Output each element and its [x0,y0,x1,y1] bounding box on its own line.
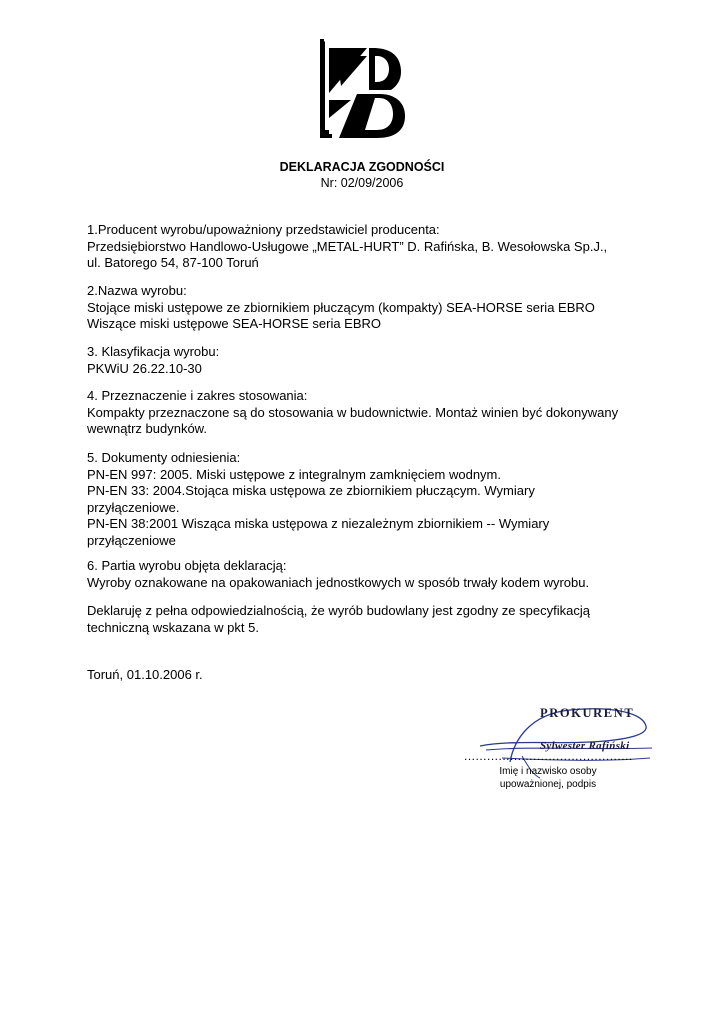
section-heading: 2.Nazwa wyrobu: [87,283,187,298]
section-line: PKWiU 26.22.10-30 [87,360,202,376]
caption-line: Imię i nazwisko osoby [499,766,597,777]
stamp-title: PROKURENT [540,706,635,720]
section-heading: 6. Partia wyrobu objęta deklaracją: [87,558,287,573]
section-declaration [87,603,647,636]
section-line: Stojące miski ustępowe ze zbiornikiem płuczącym (kompakty) SEA-HORSE seria EBRO [87,299,595,315]
signature-caption [468,765,628,791]
section-heading: 3. Klasyfikacja wyrobu: [87,344,220,359]
section-heading: 4. Przeznaczenie i zakres stosowania: [87,388,308,403]
stamp-name: Sylwester Rafiński [540,740,630,752]
document-title: DEKLARACJA ZGODNOŚCI [279,160,445,174]
section-product [87,283,647,333]
section-purpose [87,388,647,438]
document-number: Nr: 02/09/2006 [320,176,404,190]
logo-mark-icon [317,38,409,141]
section-line: PN-EN 38:2001 Wisząca miska ustępowa z niezależnym zbiornikiem -- Wymiary przyłączeniowe [87,516,550,548]
section-references [87,450,647,550]
place-and-date: Toruń, 01.10.2006 r. [87,667,203,682]
section-batch [87,558,647,591]
caption-line: upoważnionej, podpis [499,779,597,790]
section-line: Wyroby oznakowane na opakowaniach jednostkowych w sposób trwały kodem wyrobu. [87,574,590,590]
section-heading: 1.Producent wyrobu/upoważniony przedstawiciel producenta: [87,222,440,237]
declaration-text: Deklaruję z pełna odpowiedzialnością, że wyrób budowlany jest zgodny ze specyfikacją techniczną wskazana w pkt 5. [87,603,590,635]
section-classification [87,344,647,377]
section-line: ul. Batorego 54, 87-100 Toruń [87,255,259,271]
signature-line: ............................................ [464,749,633,763]
section-line: PN-EN 33: 2004.Stojąca miska ustępowa ze zbiornikiem płuczącym. Wymiary przyłączeniowe. [87,483,535,515]
section-line: Przedsiębiorstwo Handlowo-Usługowe „METAL-HURT” D. Rafińska, B. Wesołowska Sp.J., [87,238,608,254]
section-line: PN-EN 997: 2005. Miski ustępowe z integralnym zamknięciem wodnym. [87,466,502,482]
section-heading: 5. Dokumenty odniesienia: [87,450,241,465]
section-line: Kompakty przeznaczone są do stosowania w budownictwie. Montaż winien być dokonywany wewnątrz budynków. [87,404,619,437]
company-logo [317,38,409,141]
section-line: Wiszące miski ustępowe SEA-HORSE seria EBRO [87,316,382,332]
section-producer [87,222,647,272]
